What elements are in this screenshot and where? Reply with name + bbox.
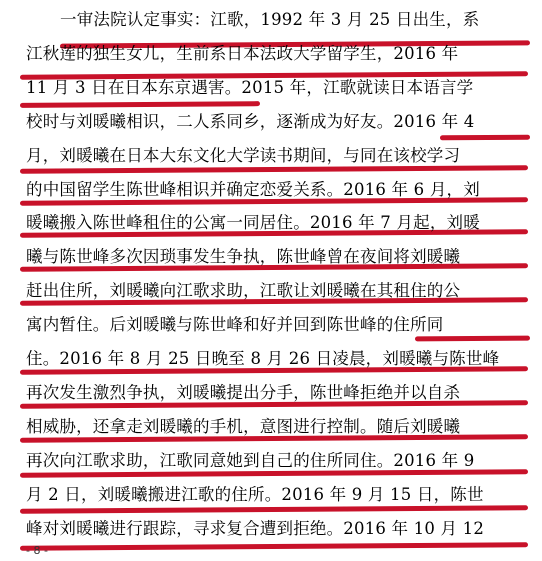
text-line: 曦与陈世峰多次因琐事发生争执，陈世峰曾在夜间将刘暖曦 bbox=[26, 247, 461, 266]
text-line: 一审法院认定事实：江歌，1992 年 3 月 25 日出生，系 bbox=[60, 10, 480, 29]
text-line: 江秋莲的独生女儿，生前系日本法政大学留学生，2016 年 bbox=[26, 44, 459, 63]
highlight-underline bbox=[20, 505, 528, 514]
highlight-underline bbox=[415, 336, 530, 342]
text-line: 住。2016 年 8 月 25 日晚至 8 月 26 日凌晨，刘暖曦与陈世峰 bbox=[26, 349, 500, 368]
text-line: 峰对刘暖曦进行跟踪，寻求复合遭到拒绝。2016 年 10 月 12 bbox=[26, 519, 485, 538]
text-line: 暖曦搬入陈世峰租住的公寓一同居住。2016 年 7 月起，刘暖 bbox=[26, 213, 480, 232]
text-line: 的中国留学生陈世峰相识并确定恋爱关系。2016 年 6 月，刘 bbox=[26, 180, 480, 199]
text-line: 再次向江歌求助，江歌同意她到自己的住所同住。2016 年 9 bbox=[26, 451, 475, 470]
text-line: 校时与刘暖曦相识，二人系同乡，逐渐成为好友。2016 年 4 bbox=[26, 112, 475, 131]
text-line: 月 2 日，刘暖曦搬进江歌的住所。2016 年 9 月 15 日，陈世 bbox=[26, 485, 484, 504]
text-line: 寓内暂住。后刘暖曦与陈世峰和好并回到陈世峰的住所同 bbox=[26, 315, 444, 334]
text-line: 赶出住所，刘暖曦向江歌求助，江歌让刘暖曦在其租住的公 bbox=[26, 281, 461, 300]
text-line: 再次发生激烈争执，刘暖曦提出分手，陈世峰拒绝并以自杀 bbox=[26, 383, 461, 402]
text-line: 11 月 3 日在日本东京遇害。2015 年，江歌就读日本语言学 bbox=[26, 78, 474, 97]
text-line: 相威胁，还拿走刘暖曦的手机，意图进行控制。随后刘暖曦 bbox=[26, 417, 461, 436]
highlight-underline bbox=[440, 135, 530, 141]
text-line: 月，刘暖曦在日本大东文化大学读书期间，与同在该校学习 bbox=[26, 146, 461, 165]
highlight-underline bbox=[20, 542, 528, 551]
highlight-underline bbox=[20, 165, 528, 174]
highlight-underline bbox=[20, 101, 260, 108]
page-number: - 8 - bbox=[26, 544, 48, 557]
